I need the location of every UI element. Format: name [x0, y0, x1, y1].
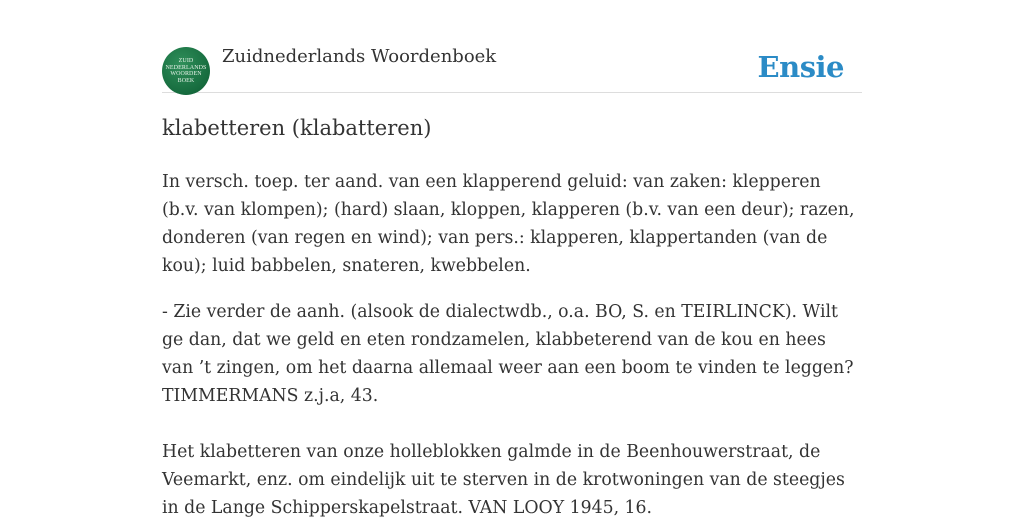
entry-content [162, 168, 862, 522]
logo-line: WOORDEN [170, 71, 202, 77]
logo-line: ZUID [178, 58, 194, 64]
header [162, 44, 862, 93]
logo-line: NEDERLANDS [165, 64, 207, 71]
entry-title: klabetteren (klabatteren) [162, 116, 432, 140]
brand-link[interactable]: Ensie [757, 50, 844, 84]
logo-line: BOEK [177, 77, 195, 84]
example-text: Het klabetteren van onze holleblokken galmde in de Beenhouwerstraat, de Veemarkt, enz. om eindelijk uit te sterven in de krotwoningen van de steegjes in de Lange Schipperskapelstraat. VAN LOOY 1945, 16. [162, 442, 845, 518]
site-name[interactable]: Zuidnederlands Woordenboek [222, 46, 497, 67]
site-logo[interactable] [162, 47, 210, 95]
example-text: - Zie verder de aanh. (alsook de dialectwdb., o.a. BO, S. en TEIRLINCK). Wilt ge dan, dat we geld en eten rondzamelen, klabbeterend van de kou en hees van ’t zingen, om het daarna allemaal weer aan een boom te vinden te leggen? TIMMERMANS z.j.a, 43. [162, 302, 854, 406]
definition-text: In versch. toep. ter aand. van een klapperend geluid: van zaken: klepperen (b.v. van klompen); (hard) slaan, kloppen, klapperen (b.v. van een deur); razen, donderen (van regen en wind); van pers.: klapperen, klappertanden (van de kou); luid babbelen, snateren, kwebbelen. [162, 172, 855, 276]
